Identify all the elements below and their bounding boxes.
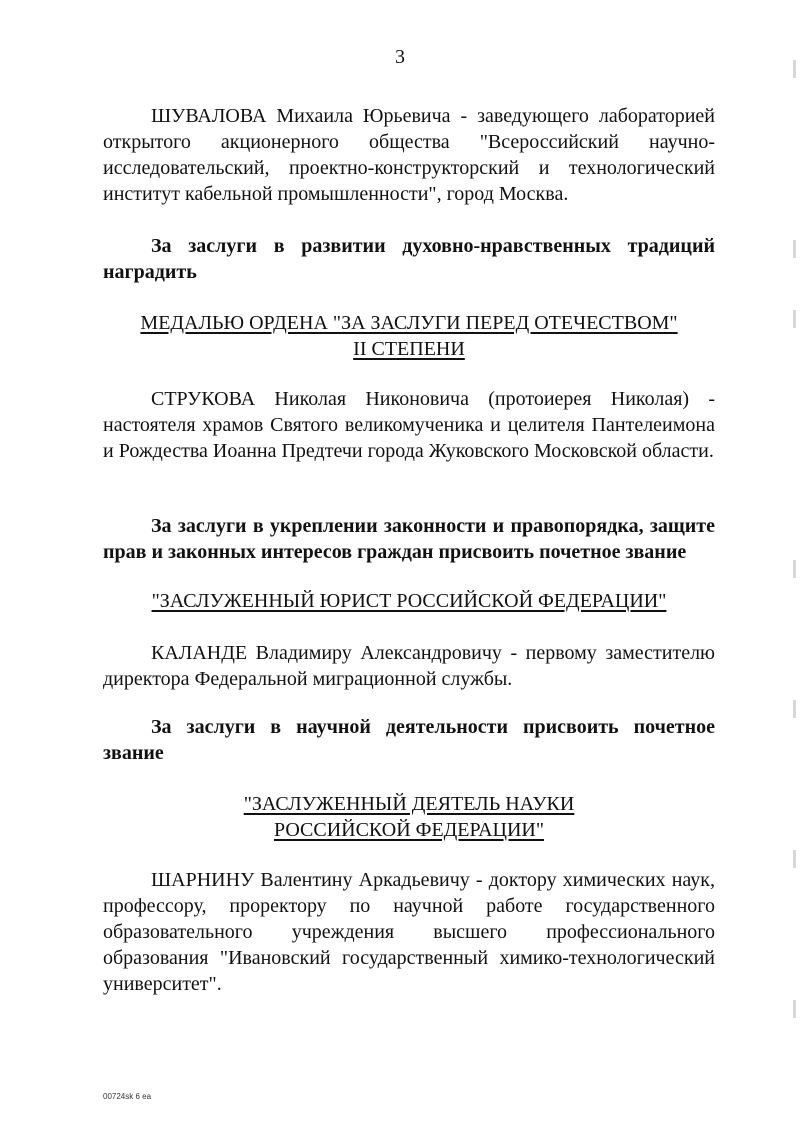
award-title-scientist-line1: "ЗАСЛУЖЕННЫЙ ДЕЯТЕЛЬ НАУКИ	[243, 793, 575, 815]
award-reason-spiritual: За заслуги в развитии духовно-нравственных традиций наградить	[103, 235, 715, 283]
page-number: 3	[395, 46, 405, 68]
award-reason-law: За заслуги в укреплении законности и правопорядка, защите прав и законных интересов граждан присвоить почетное звание	[103, 515, 715, 563]
scan-edge-mark	[793, 1000, 796, 1018]
award-title-lawyer: "ЗАСЛУЖЕННЫЙ ЮРИСТ РОССИЙСКОЙ ФЕДЕРАЦИИ"	[151, 590, 667, 612]
scan-edge-mark	[793, 240, 796, 258]
scan-edge-mark	[793, 60, 796, 78]
scan-edge-mark	[793, 310, 796, 328]
award-entry-shuvalov: ШУВАЛОВА Михаила Юрьевича - заведующего лабораторией открытого акционерного общества "Всероссийский научно-исследовательский, проектно-конструкторский и технологический институт кабельной промышленности", город Москва.	[103, 105, 715, 205]
award-entry-kalanda: КАЛАНДЕ Владимиру Александровичу - первому заместителю директора Федеральной миграционной службы.	[103, 642, 715, 690]
award-entry-sharnin: ШАРНИНУ Валентину Аркадьевичу - доктору химических наук, профессору, проректору по научной работе государственного образовательного учреждения высшего профессионального образования "Ивановский государственный химико-технологический университет".	[103, 869, 715, 995]
scan-edge-mark	[793, 700, 796, 718]
scan-edge-mark	[793, 560, 796, 578]
award-title-medal-line1: МЕДАЛЬЮ ОРДЕНА "ЗА ЗАСЛУГИ ПЕРЕД ОТЕЧЕСТВОМ"	[140, 312, 678, 334]
scan-edge-marks	[792, 60, 796, 1060]
award-title-scientist-line2: РОССИЙСКОЙ ФЕДЕРАЦИИ"	[273, 819, 545, 841]
award-entry-strukov: СТРУКОВА Николая Никоновича (протоиерея Николая) - настоятеля храмов Святого великомученика и целителя Пантелеимона и Рождества Иоанна Предтечи города Жуковского Московской области.	[103, 388, 715, 462]
award-title-scientist	[103, 791, 715, 843]
scan-edge-mark	[793, 850, 796, 868]
award-reason-science: За заслуги в научной деятельности присвоить почетное звание	[103, 716, 715, 764]
award-title-medal	[103, 310, 715, 362]
award-title-medal-line2: II СТЕПЕНИ	[353, 338, 465, 360]
footer-code: 00724sk 6 ea	[103, 1092, 152, 1101]
